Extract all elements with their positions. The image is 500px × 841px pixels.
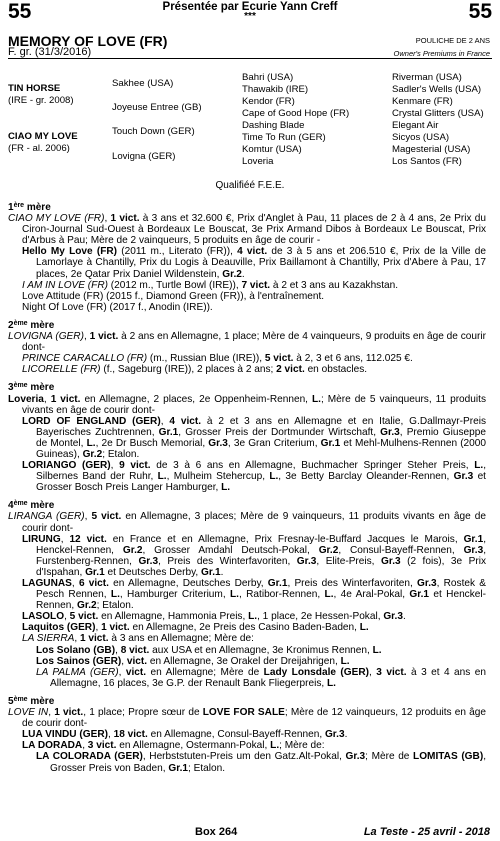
- catalog-paragraph: Hello My Love (FR) (2011 m., Literato (FR)), 4 vict. de 3 à 5 ans et 206.510 €, Prix de la Ville de Lamorlaye à Chantilly, Prix du Logis à Deauville, Prix Baillamont à Chantilly, Prix d'Abere à Pau, 17 places, 2e Qatar Prix Daniel Wildenstein, Gr.2.: [22, 246, 486, 280]
- pedigree-g3: Thawakib (IRE): [242, 84, 309, 95]
- catalog-paragraph: CIAO MY LOVE (FR), 1 vict. à 3 ans et 32.600 €, Prix d'Anglet à Pau, 11 places de 2 à 4 ans, 2e Prix du Ciron-Journal Sud-Ouest à Bordeaux Le Bouscat, 3e Prix Armand Dibos à Bordeaux Le Bouscat, Prix d'Arbus à Pau; Mère de 2 vainqueurs, 5 produits en âge de courir -: [8, 213, 487, 247]
- premium-note: Owner's Premiums in France: [393, 49, 490, 58]
- catalog-paragraph: Love Attitude (FR) (2015 f., Diamond Green (FR)), à l'entraînement.: [22, 290, 325, 302]
- catalog-paragraph: LA SIERRA, 1 vict. à 3 ans en Allemagne; Mère de:: [22, 633, 254, 645]
- pedigree-g3: Dashing Blade: [242, 120, 305, 131]
- catalog-paragraph: LAGUNAS, 6 vict. en Allemagne, Deutsches Derby, Gr.1, Preis des Winterfavoriten, Gr.3, Rostek & Pesch Rennen, L., Hamburger Criterium, L., Ratibor-Rennen, L., 4e Aral-Pokal, Gr.1 et Henckel-Rennen, Gr.2; Etalon.: [22, 578, 486, 612]
- catalog-paragraph: LICORELLE (FR) (f., Sageburg (IRE)), 2 places à 2 ans; 2 vict. en obstacles.: [22, 364, 368, 376]
- presenter: Présentée par Ecurie Yann Creff: [162, 1, 338, 13]
- catalog-paragraph: LORD OF ENGLAND (GER), 4 vict. à 2 et 3 ans en Allemagne et en Italie, G.Dallmayr-Preis Bayerisches Zuchtrennen, Gr.1, Grosser Preis der Dortmunder Wirtschaft, Gr.3, Premio Giuseppe de Montel, L., 2e Dr Busch Memorial, Gr.3, 3e Gran Criterium, Gr.1 et Mehl-Mulhens-Rennen (2000 Guineas), Gr.2; Etalon.: [22, 415, 487, 460]
- catalog-paragraph: LA PALMA (GER), vict. en Allemagne; Mère de Lady Lonsdale (GER), 3 vict. à 3 et 4 ans en Allemagne, 16 places, 3e G.P. der Renault Bank Fliegerpreis, L.: [36, 666, 487, 689]
- lot-number-left: 55: [8, 0, 32, 23]
- qualification: Qualifiéé F.E.E.: [215, 180, 285, 191]
- catalog-paragraph: LOVIGNA (GER), 1 vict. à 2 ans en Allemagne, 1 place; Mère de 4 vainqueurs, 9 produits en âge de courir dont-: [8, 331, 486, 354]
- pedigree-g2: Lovigna (GER): [112, 151, 176, 162]
- catalog-paragraph: LOVE IN, 1 vict., 1 place; Propre sœur de LOVE FOR SALE; Mère de 12 vainqueurs, 12 produits en âge de courir dont-: [8, 707, 486, 730]
- pedigree-g3: Bahri (USA): [242, 72, 294, 83]
- lot-number-right: 55: [468, 0, 492, 23]
- catalog-paragraph: LA DORADA, 3 vict. en Allemagne, Ostermann-Pokal, L.; Mère de:: [22, 740, 325, 752]
- box-number: Box 264: [195, 826, 238, 838]
- pedigree-g4: Elegant Air: [392, 120, 439, 131]
- section-heading: 4ème mère: [8, 500, 55, 512]
- dam-info: (FR - al. 2006): [8, 143, 70, 154]
- catalog-paragraph: Night Of Love (FR) (2017 f., Anodin (IRE)).: [22, 301, 213, 313]
- pedigree-g4: Sicyos (USA): [392, 132, 450, 143]
- pedigree-g4: Riverman (USA): [392, 72, 462, 83]
- pedigree-g3: Loveria: [242, 156, 274, 167]
- pedigree-g4: Magesterial (USA): [392, 144, 471, 155]
- page-header: [0, 0, 500, 28]
- pedigree-g4: Sadler's Wells (USA): [392, 84, 482, 95]
- catalog-paragraph: Loveria, 1 vict. en Allemagne, 2 places, 2e Oppenheim-Rennen, L.; Mère de 5 vainqueurs, 11 produits vivants en âge de courir dont-: [8, 393, 486, 416]
- catalog-paragraph: Los Sainos (GER), vict. en Allemagne, 3e Orakel der Dreijahrigen, L.: [36, 655, 350, 667]
- pedigree-g4: Los Santos (FR): [392, 156, 462, 167]
- catalog-paragraph: PRINCE CARACALLO (FR) (m., Russian Blue (IRE)), 5 vict. à 2, 3 et 6 ans, 112.025 €.: [22, 353, 413, 365]
- section-heading: 2ème mère: [8, 319, 55, 331]
- pedigree-g2: Sakhee (USA): [112, 78, 174, 89]
- catalog-paragraph: LA COLORADA (GER), Herbststuten-Preis um den Gatz.Alt-Pokal, Gr.3; Mère de LOMITAS (GB), Grosser Preis von Baden, Gr.1; Etalon.: [36, 751, 486, 774]
- sire-info: (IRE - gr. 2008): [8, 95, 74, 106]
- section-heading: 1ère mère: [8, 202, 51, 213]
- pedigree-g3: Cape of Good Hope (FR): [242, 108, 350, 119]
- divider: [8, 58, 492, 59]
- section-heading: 3ème mère: [8, 382, 55, 394]
- pedigree-g2: Joyeuse Entree (GB): [112, 102, 202, 113]
- pedigree-g3: Komtur (USA): [242, 144, 302, 155]
- catalog-paragraph: LASOLO, 5 vict. en Allemagne, Hammonia Preis, L., 1 place, 2e Hessen-Pokal, Gr.3.: [22, 611, 406, 623]
- pedigree-g4: Crystal Glitters (USA): [392, 108, 484, 119]
- dam-name: CIAO MY LOVE: [8, 131, 78, 142]
- pedigree-g4: Kenmare (FR): [392, 96, 453, 107]
- catalog-paragraph: I AM IN LOVE (FR) (2012 m., Turtle Bowl (IRE)), 7 vict. à 2 et 3 ans au Kazakhstan.: [22, 279, 399, 291]
- pedigree-g2: Touch Down (GER): [112, 126, 195, 137]
- catalog-paragraph: Los Solano (GB), 8 vict. aux USA et en Allemagne, 3e Kronimus Rennen, L.: [36, 644, 382, 656]
- pedigree-g3: Kendor (FR): [242, 96, 295, 107]
- catalog-paragraph: Laquitos (GER), 1 vict. en Allemagne, 2e Preis des Casino Baden-Baden, L.: [22, 622, 369, 634]
- catalog-paragraph: LORIANGO (GER), 9 vict. de 3 à 6 ans en Allemagne, Buchmacher Springer Steher Preis, L., Silbernes Band der Ruhr, L., Mulheim Stehercup, L., 3e Betty Barclay Oleander-Rennen, Gr.3 et Grosser Bosch Preis Langer Hamburger, L.: [22, 460, 486, 494]
- pedigree-g3: Time To Run (GER): [242, 132, 326, 143]
- catalog-body: [8, 195, 486, 774]
- catalog-paragraph: LIRANGA (GER), 5 vict. en Allemagne, 3 places; Mère de 9 vainqueurs, 11 produits vivants en âge de courir dont-: [8, 511, 487, 534]
- horse-details: F. gr. (31/3/2016): [8, 46, 92, 58]
- sire-name: TIN HORSE: [8, 83, 61, 94]
- catalog-paragraph: LUA VINDU (GER), 18 vict. en Allemagne, Consul-Bayeff-Rennen, Gr.3.: [22, 729, 348, 741]
- section-heading: 5ème mère: [8, 695, 55, 707]
- catalog-paragraph: LIRUNG, 12 vict. en France et en Allemagne, Prix Fresnay-le-Buffard Jacques le Marois, Gr.1, Henckel-Rennen, Gr.2, Grosser Amdahl Deutsch-Pokal, Gr.2, Consul-Bayeff-Rennen, Gr.3, Furstenberg-Rennen, Gr.3, Preis des Winterfavoriten, Gr.3, Elite-Preis, Gr.3 (2 fois), 3e Prix d'Ispahan, Gr.1 et Deutsches Derby, Gr.1.: [22, 533, 487, 578]
- page-footer: [0, 826, 500, 840]
- horse-name: MEMORY OF LOVE (FR): [8, 33, 168, 49]
- sale-place-date: La Teste - 25 avril - 2018: [363, 826, 490, 838]
- category: POULICHE DE 2 ANS: [415, 36, 490, 45]
- stars: ***: [244, 11, 256, 22]
